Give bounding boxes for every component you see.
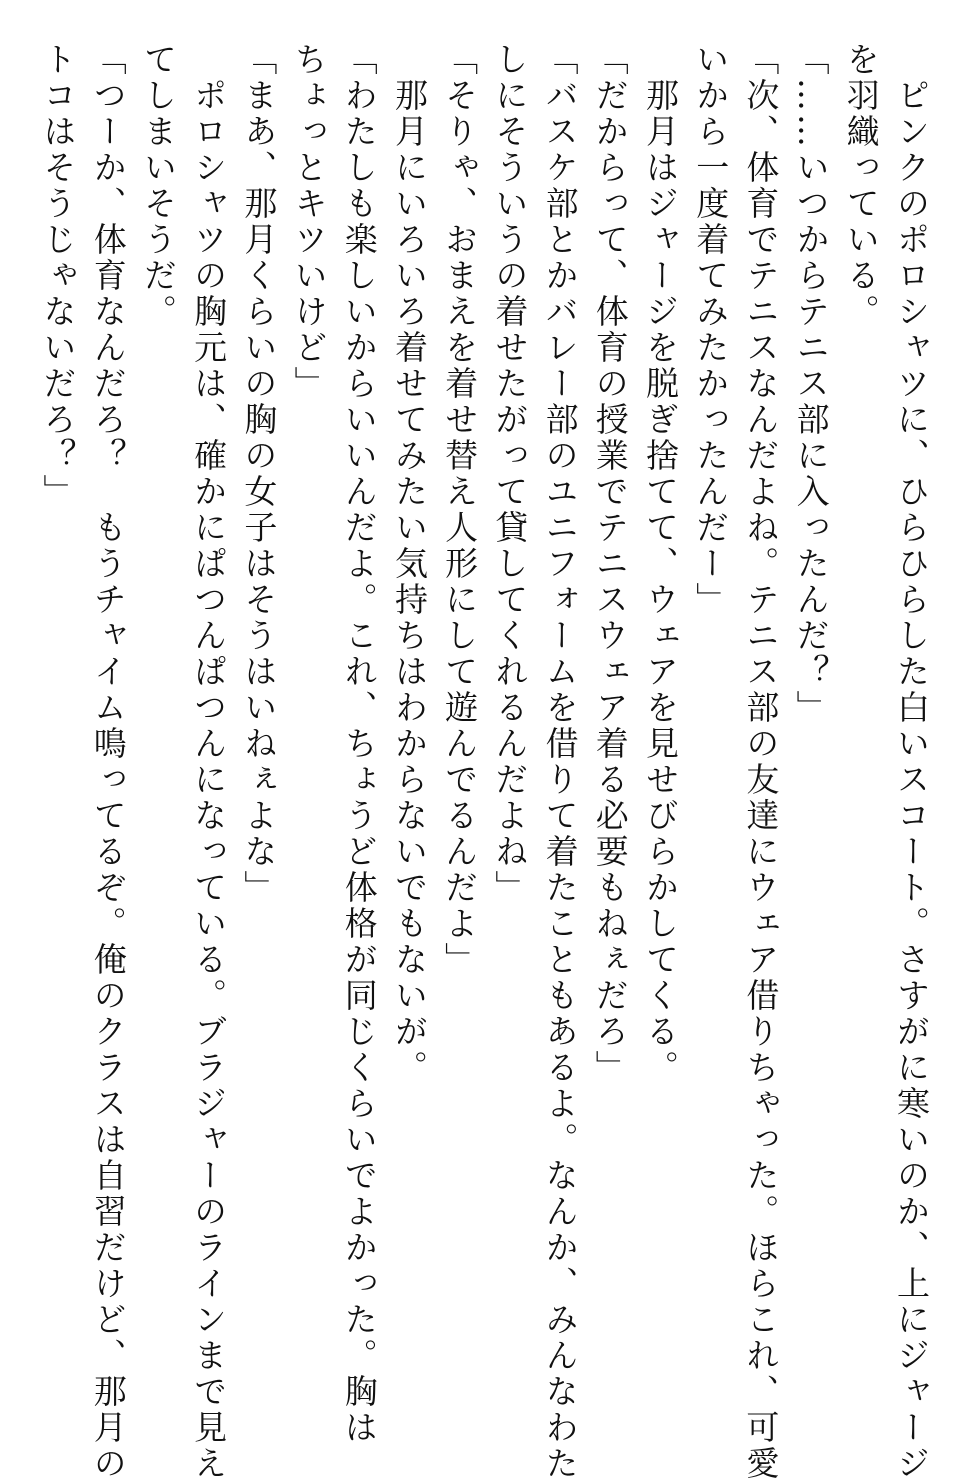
text-line: ポロシャツの胸元は、確かにぱつんぱつんになっている。ブラジャーのラインまで見え [189, 42, 229, 1482]
text-line: トコはそうじゃないだろ？」 [38, 42, 78, 510]
text-line: 「バスケ部とかバレー部のユニフォームを借りて着たこともあるよ。なんか、みんなわた [540, 42, 580, 1482]
text-line: 「つーか、体育なんだろ？ もうチャイム鳴ってるぞ。俺のクラスは自習だけど、那月の [88, 42, 128, 1482]
text-line: 那月にいろいろ着せてみたい気持ちはわからないでもないが。 [389, 42, 429, 1086]
text-line: しにそういうの着せたがって貸してくれるんだよね」 [490, 42, 530, 906]
vertical-text-body [32, 42, 936, 1482]
text-line: 那月はジャージを脱ぎ捨てて、ウェアを見せびらかしてくる。 [640, 42, 680, 1086]
text-line: 「まあ、那月くらいの胸の女子はそうはいねぇよな」 [239, 42, 279, 906]
text-line: ピンクのポロシャツに、ひらひらした白いスコート。さすがに寒いのか、上にジャージ [892, 42, 931, 1482]
text-line: いから一度着てみたかったんだー」 [691, 42, 731, 618]
text-line: 「次、体育でテニスなんだよね。テニス部の友達にウェア借りちゃった。ほらこれ、可愛 [741, 42, 781, 1482]
text-line: てしまいそうだ。 [138, 42, 178, 330]
text-line: 「そりゃ、おまえを着せ替え人形にして遊んでるんだよ」 [440, 42, 480, 978]
text-line: 「わたしも楽しいからいいんだよ。これ、ちょうど体格が同じくらいでよかった。胸は [339, 42, 379, 1446]
text-line: 「……いつからテニス部に入ったんだ？」 [791, 42, 831, 726]
text-line: を羽織っている。 [841, 42, 881, 330]
text-line: ちょっとキツいけど」 [289, 42, 329, 402]
text-line: 「だからって、体育の授業でテニスウェア着る必要もねぇだろ」 [590, 42, 630, 1086]
